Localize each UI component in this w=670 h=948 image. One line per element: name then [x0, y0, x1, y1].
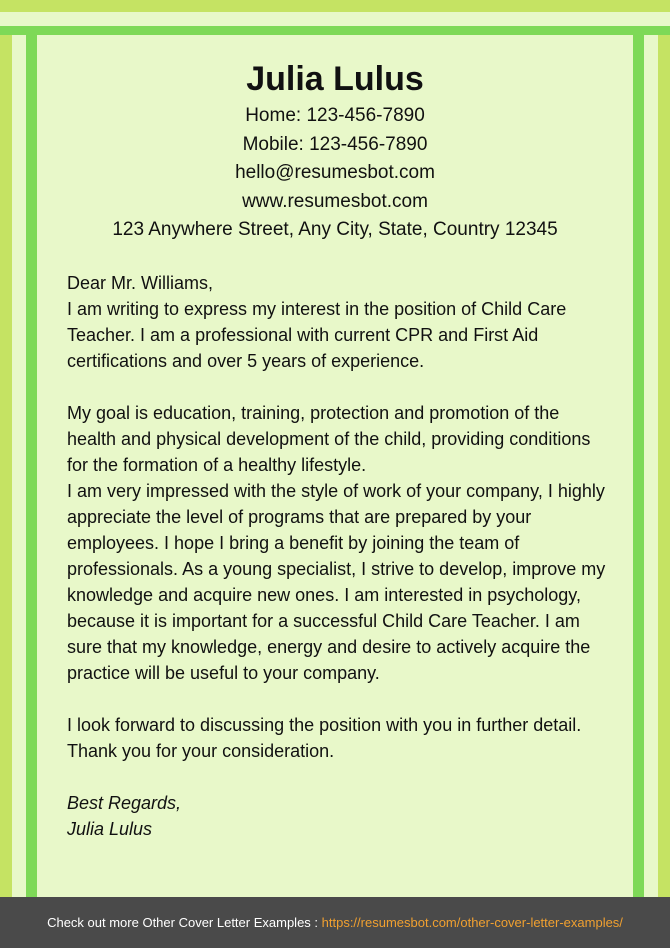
mobile-phone: Mobile: 123-456-7890 — [242, 133, 428, 155]
footer-banner — [0, 897, 670, 948]
right-border-stripe — [658, 35, 670, 897]
home-phone: Home: 123-456-7890 — [245, 105, 425, 126]
top-border-stripe-inner — [0, 26, 670, 35]
letter-body — [67, 270, 612, 842]
salutation: Dear Mr. Williams, — [67, 273, 214, 293]
signature-name: Julia Lulus — [67, 819, 153, 839]
paragraph-spacer — [67, 686, 612, 712]
closing-phrase: Best Regards, — [67, 793, 182, 813]
paragraph-goal: My goal is education, training, protection and promotion of the health and physical development of the child, providing conditions for the formation of a healthy lifestyle. — [67, 403, 591, 475]
top-border-gap — [0, 12, 670, 26]
applicant-name: Julia Lulus — [246, 60, 424, 98]
paragraph-closing: I look forward to discussing the position with you in further detail. Thank you for your consideration. — [67, 715, 582, 761]
paragraph-intro: I am writing to express my interest in the position of Child Care Teacher. I am a professional with current CPR and First Aid certifications and over 5 years of experience. — [67, 299, 567, 371]
footer-text: Check out more Other Cover Letter Examples : — [47, 915, 322, 930]
street-address: 123 Anywhere Street, Any City, State, Country 12345 — [112, 219, 558, 240]
footer-link[interactable]: https://resumesbot.com/other-cover-letter-examples/ — [321, 915, 623, 930]
paragraph-spacer — [67, 374, 612, 400]
paragraph-motivation: I am very impressed with the style of work of your company, I highly appreciate the level of programs that are prepared by your employees. I hope I bring a benefit by joining the team of professionals. As a young specialist, I strive to develop, improve my knowledge and acquire new ones. I am interested in psychology, because it is important for a successful Child Care Teacher. I am sure that my knowledge, energy and desire to actively acquire the practice will be useful to your company. — [67, 481, 606, 683]
paragraph-spacer — [67, 764, 612, 790]
letter-header — [37, 58, 633, 245]
top-border-stripe — [0, 0, 670, 12]
email-address: hello@resumesbot.com — [235, 162, 435, 183]
left-border-stripe-inner — [26, 35, 37, 897]
website: www.resumesbot.com — [242, 190, 428, 212]
right-border-stripe-inner — [633, 35, 644, 897]
left-border-stripe — [0, 35, 12, 897]
